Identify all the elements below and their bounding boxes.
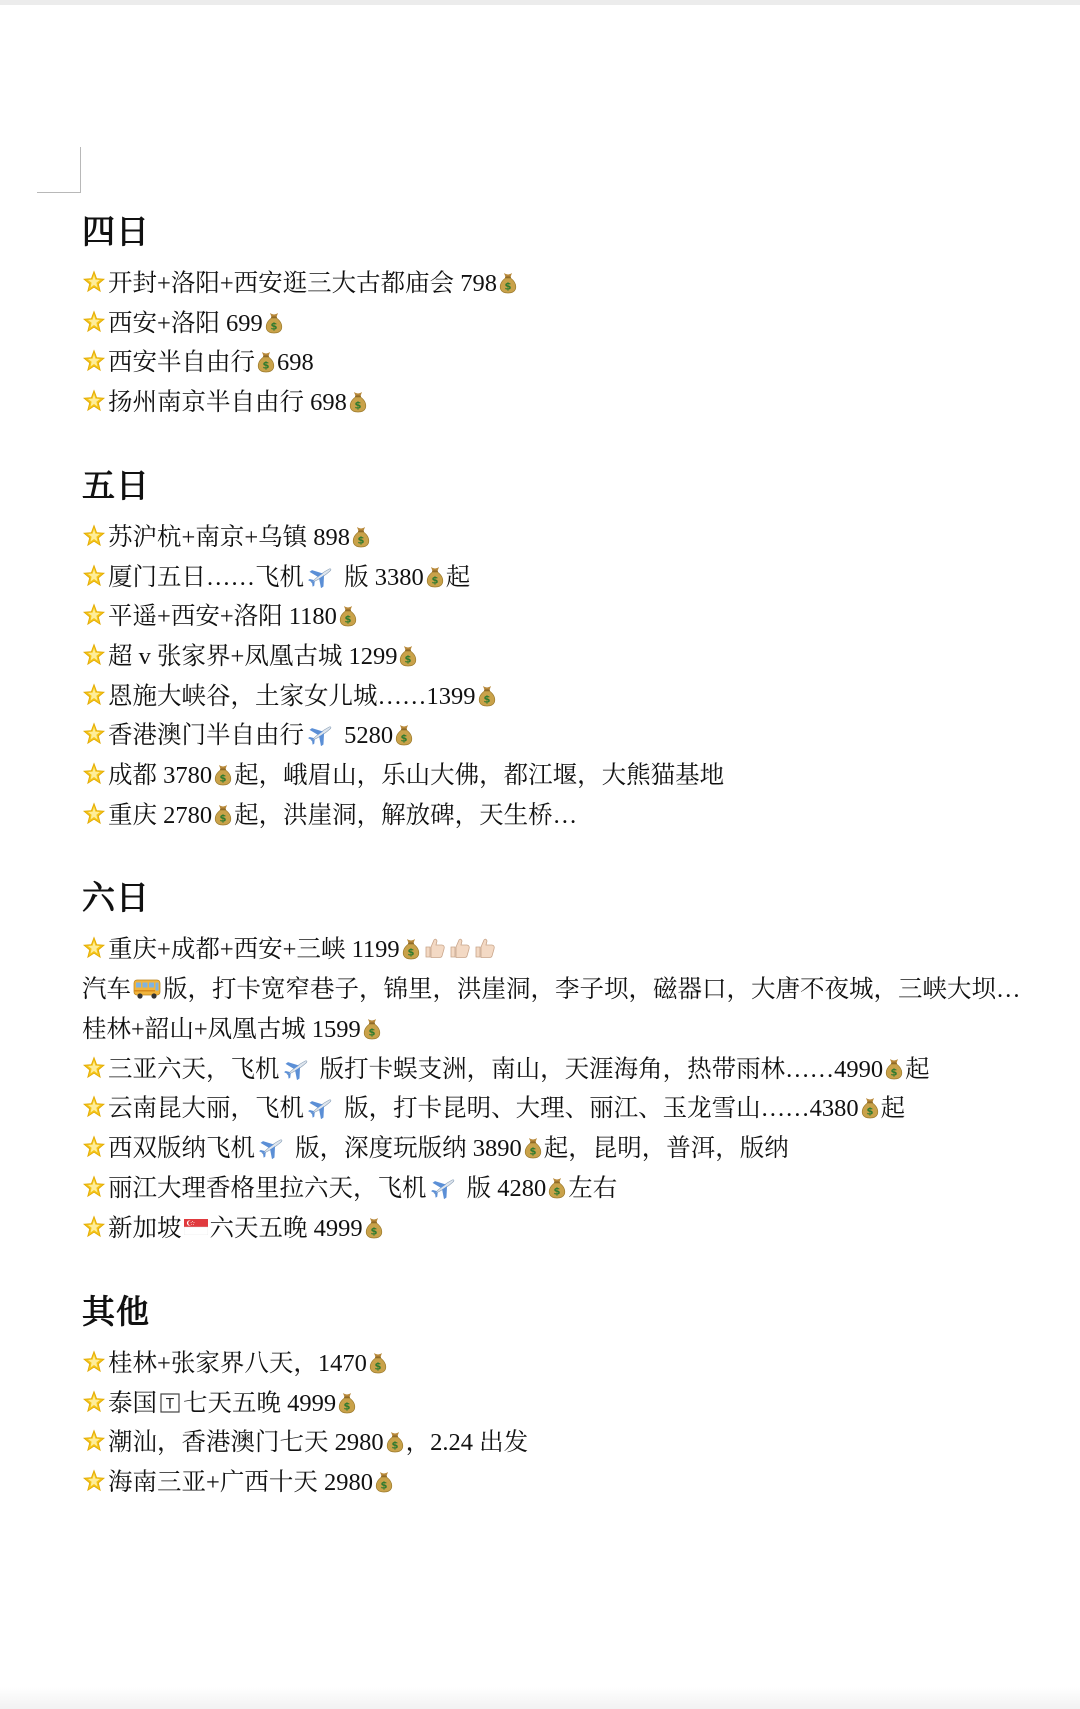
section-heading: 六日 xyxy=(82,878,150,918)
money-bag-icon xyxy=(338,600,358,624)
list-item xyxy=(82,970,1080,1010)
item-text: 平遥+西安+洛阳 1180 xyxy=(108,603,337,631)
item-text: 西安+洛阳 699 xyxy=(108,309,263,337)
svg-text:$: $ xyxy=(553,1186,561,1198)
list-item xyxy=(82,1129,1080,1169)
airplane-icon xyxy=(307,1092,335,1116)
glowing-star-icon xyxy=(82,759,106,783)
item-text: 版，打卡昆明、大理、丽江、玉龙雪山……4380 xyxy=(338,1095,859,1123)
money-bag-icon xyxy=(337,1387,357,1411)
svg-text:$: $ xyxy=(357,535,365,547)
item-text: 三亚六天，飞机 xyxy=(108,1055,280,1083)
section-3 xyxy=(82,874,1080,1249)
item-text: 泰国 xyxy=(108,1389,157,1417)
section-heading: 四日 xyxy=(82,212,150,251)
item-text: 版，深度玩版纳 3890 xyxy=(289,1134,522,1162)
section-heading: 五日 xyxy=(82,465,150,505)
money-bag-icon xyxy=(374,1466,394,1490)
money-bag-icon xyxy=(547,1172,567,1196)
glowing-star-icon xyxy=(82,267,106,291)
money-bag-icon xyxy=(368,1347,388,1371)
item-text: 版 4280 xyxy=(460,1174,547,1202)
svg-text:$: $ xyxy=(391,1440,399,1452)
item-text: 汽车 xyxy=(82,976,131,1004)
item-text: 重庆+成都+西安+三峡 1199 xyxy=(108,936,400,964)
svg-text:$: $ xyxy=(404,654,412,666)
svg-text:$: $ xyxy=(344,614,352,626)
glowing-star-icon xyxy=(82,1053,106,1077)
glowing-star-icon xyxy=(82,719,106,743)
list-item xyxy=(82,558,1080,598)
svg-text:$: $ xyxy=(354,400,362,412)
money-bag-icon xyxy=(498,267,518,291)
document-body xyxy=(82,208,1080,1542)
glowing-star-icon xyxy=(82,1347,106,1371)
list-item xyxy=(82,264,1080,304)
svg-text:$: $ xyxy=(343,1401,351,1413)
item-text: 桂林+张家界八天，1470 xyxy=(108,1350,367,1378)
glowing-star-icon xyxy=(82,640,106,664)
svg-text:$: $ xyxy=(890,1067,898,1079)
list-item xyxy=(82,930,1080,970)
item-text: ，2.24 出发 xyxy=(405,1429,529,1457)
glowing-star-icon xyxy=(82,1212,106,1236)
money-bag-icon xyxy=(362,1013,382,1037)
item-text: 版，打卡宽窄巷子，锦里，洪崖洞，李子坝，磁器口，大唐不夜城，三峡大坝… xyxy=(163,976,1021,1004)
money-bag-icon xyxy=(348,386,368,410)
item-text: 六天五晚 4999 xyxy=(209,1215,363,1243)
list-item xyxy=(82,1010,1080,1050)
item-text: 恩施大峡谷，土家女儿城……1399 xyxy=(108,682,476,710)
list-item xyxy=(82,597,1080,637)
money-bag-icon xyxy=(213,799,233,823)
item-text: 版打卡蜈支洲，南山，天涯海角，热带雨林……4990 xyxy=(313,1055,884,1083)
svg-text:$: $ xyxy=(504,281,512,293)
item-text: 左右 xyxy=(568,1174,618,1202)
section-2 xyxy=(82,462,1080,836)
item-text: 海南三亚+广西十天 2980 xyxy=(108,1469,373,1497)
svg-text:$: $ xyxy=(529,1146,537,1158)
item-text: 超 v 张家界+凤凰古城 1299 xyxy=(108,642,398,670)
list-item xyxy=(82,1169,1080,1209)
money-bag-icon xyxy=(425,561,445,585)
section-heading: 其他 xyxy=(82,1292,150,1332)
money-bag-icon xyxy=(385,1426,405,1450)
list-item xyxy=(82,1423,1080,1463)
list-item xyxy=(82,756,1080,796)
item-text: 厦门五日……飞机 xyxy=(108,563,304,591)
item-text: 桂林+韶山+凤凰古城 1599 xyxy=(82,1015,361,1043)
glowing-star-icon xyxy=(82,680,106,704)
item-text: 起，昆明，普洱，版纳 xyxy=(543,1134,789,1162)
item-text: 扬州南京半自由行 698 xyxy=(108,389,347,417)
section-1 xyxy=(82,208,1080,423)
glowing-star-icon xyxy=(82,933,106,957)
airplane-icon xyxy=(307,561,335,585)
money-bag-icon xyxy=(351,521,371,545)
svg-text:$: $ xyxy=(407,947,415,959)
item-text: 起，洪崖洞，解放碑，天生桥… xyxy=(234,801,578,829)
item-text: 苏沪杭+南京+乌镇 898 xyxy=(108,523,351,551)
list-item xyxy=(82,1463,1080,1503)
svg-text:$: $ xyxy=(270,321,278,333)
bus-icon xyxy=(133,973,161,995)
airplane-icon xyxy=(430,1172,458,1196)
letter-t-box-icon xyxy=(159,1387,181,1413)
thumbs-up-icon xyxy=(473,933,497,957)
money-bag-icon xyxy=(477,680,497,704)
svg-text:$: $ xyxy=(380,1480,388,1492)
glowing-star-icon xyxy=(82,521,106,545)
list-item xyxy=(82,1089,1080,1129)
glowing-star-icon xyxy=(82,346,106,370)
glowing-star-icon xyxy=(82,561,106,585)
list-item xyxy=(82,1050,1080,1090)
glowing-star-icon xyxy=(82,799,106,823)
money-bag-icon xyxy=(860,1092,880,1116)
item-text: 起 xyxy=(905,1055,930,1083)
list-item xyxy=(82,1344,1080,1384)
item-text: 起 xyxy=(880,1095,906,1123)
svg-text:$: $ xyxy=(219,773,227,785)
list-item xyxy=(82,518,1080,558)
thumbs-up-icon xyxy=(423,933,447,957)
money-bag-icon xyxy=(394,719,414,743)
money-bag-icon xyxy=(398,640,418,664)
svg-text:$: $ xyxy=(370,1226,378,1238)
item-text: 5280 xyxy=(338,722,394,750)
glowing-star-icon xyxy=(82,1132,106,1156)
money-bag-icon xyxy=(523,1132,543,1156)
item-text: 丽江大理香格里拉六天，飞机 xyxy=(108,1174,427,1202)
svg-text:$: $ xyxy=(219,813,227,825)
glowing-star-icon xyxy=(82,600,106,624)
glowing-star-icon xyxy=(82,1092,106,1116)
airplane-icon xyxy=(307,719,335,743)
money-bag-icon xyxy=(256,346,276,370)
item-text: 起 xyxy=(445,563,471,591)
glowing-star-icon xyxy=(82,1387,106,1411)
money-bag-icon xyxy=(884,1053,904,1077)
document-page xyxy=(0,5,1080,1709)
item-text: 起，峨眉山，乐山大佛，都江堰，大熊猫基地 xyxy=(234,762,725,790)
svg-text:$: $ xyxy=(431,575,439,587)
item-text: 潮汕，香港澳门七天 2980 xyxy=(108,1429,384,1457)
list-item xyxy=(82,304,1080,344)
singapore-flag-icon xyxy=(184,1208,208,1224)
glowing-star-icon xyxy=(82,1426,106,1450)
glowing-star-icon xyxy=(82,386,106,410)
page-margin-mark xyxy=(37,147,81,193)
item-text: 云南昆大丽，飞机 xyxy=(108,1095,304,1123)
page-bottom-edge xyxy=(0,1687,1080,1709)
glowing-star-icon xyxy=(82,307,106,331)
svg-text:$: $ xyxy=(262,360,270,372)
item-text: 开封+洛阳+西安逛三大古都庙会 798 xyxy=(108,270,498,297)
list-item xyxy=(82,637,1080,677)
list-item xyxy=(82,677,1080,717)
glowing-star-icon xyxy=(82,1172,106,1196)
item-text: 香港澳门半自由行 xyxy=(108,722,304,750)
money-bag-icon xyxy=(401,933,421,957)
thumbs-up-icon xyxy=(448,933,472,957)
item-text: 新加坡 xyxy=(108,1215,182,1243)
list-item xyxy=(82,796,1080,836)
svg-text:T: T xyxy=(165,1396,175,1413)
airplane-icon xyxy=(283,1053,311,1077)
item-text: 成都 3780 xyxy=(108,762,213,790)
list-item xyxy=(82,383,1080,423)
glowing-star-icon xyxy=(82,1466,106,1490)
svg-text:$: $ xyxy=(400,733,408,745)
svg-text:$: $ xyxy=(483,694,490,706)
item-text: 西双版纳飞机 xyxy=(108,1134,255,1162)
item-text: 重庆 2780 xyxy=(108,801,213,829)
section-4 xyxy=(82,1288,1080,1503)
money-bag-icon xyxy=(213,759,233,783)
item-text: 西安半自由行 xyxy=(108,349,255,377)
svg-text:$: $ xyxy=(374,1361,382,1373)
list-item xyxy=(82,1384,1080,1424)
list-item xyxy=(82,1208,1080,1249)
money-bag-icon xyxy=(364,1212,384,1236)
list-item xyxy=(82,716,1080,756)
item-text: 七天五晚 4999 xyxy=(183,1389,337,1417)
item-text: 698 xyxy=(277,349,314,377)
money-bag-icon xyxy=(264,307,284,331)
airplane-icon xyxy=(258,1132,286,1156)
list-item xyxy=(82,343,1080,383)
item-text: 版 3380 xyxy=(338,563,424,591)
svg-text:$: $ xyxy=(368,1027,376,1039)
svg-text:$: $ xyxy=(866,1106,874,1118)
